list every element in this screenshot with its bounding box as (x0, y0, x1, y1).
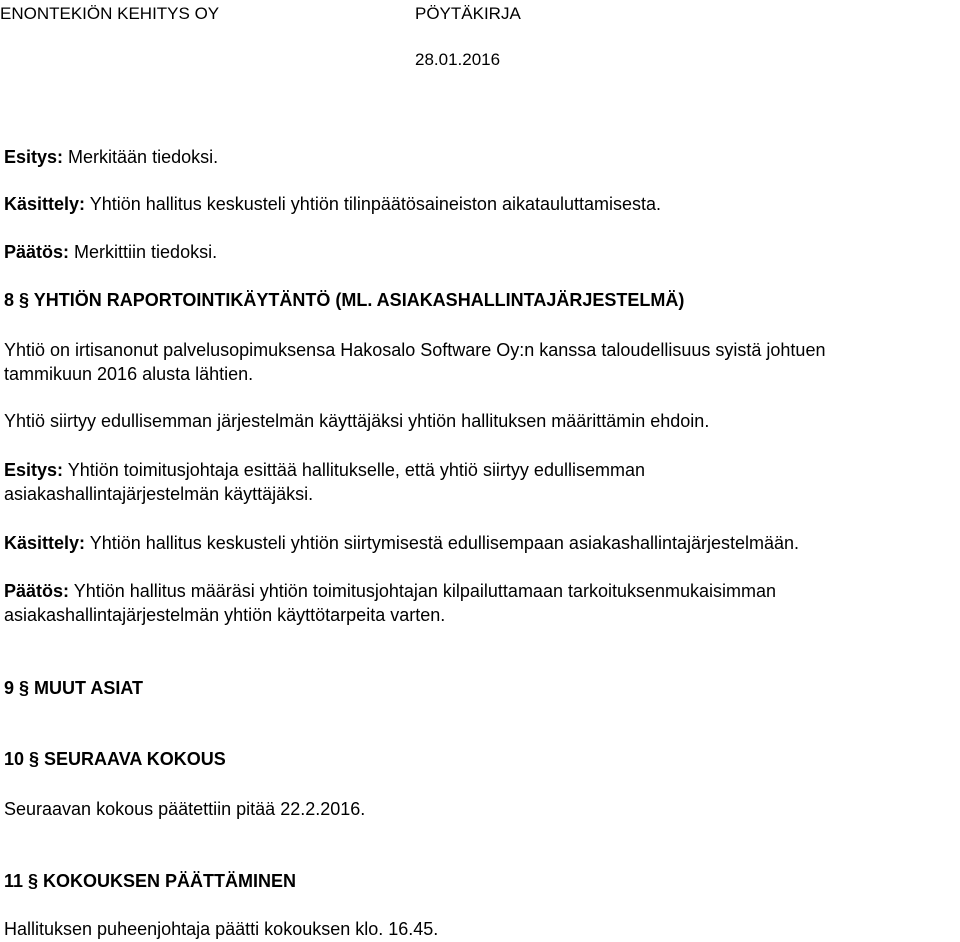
s9-heading: 9 § MUUT ASIAT (4, 678, 144, 698)
s8-heading: 8 § YHTIÖN RAPORTOINTIKÄYTÄNTÖ (ML. ASIAKASHALLINTAJÄRJESTELMÄ) (4, 290, 685, 310)
kasittely-label: Käsittely: (4, 194, 86, 214)
s8-para1-line2: tammikuun 2016 alusta lähtien. (4, 364, 254, 384)
s8-esitys-line2: asiakashallintajärjestelmän käyttäjäksi. (4, 484, 314, 504)
s7-paatos (4, 240, 960, 264)
s10-heading: 10 § SEURAAVA KOKOUS (4, 749, 226, 769)
s11-heading: 11 § KOKOUKSEN PÄÄTTÄMINEN (4, 871, 297, 891)
s8-para1-line1: Yhtiö on irtisanonut palvelusopimuksensa Hakosalo Software Oy:n kanssa taloudellisuus syistä johtuen (4, 340, 826, 360)
document-date: 28.01.2016 (415, 50, 501, 69)
s7-esitys (4, 145, 960, 169)
s8-kasittely (4, 531, 960, 555)
company-name: ENONTEKIÖN KEHITYS OY (0, 4, 220, 23)
esitys-label: Esitys: (4, 460, 64, 480)
esitys-label: Esitys: (4, 147, 64, 167)
esitys-text: Yhtiön toimitusjohtaja esittää hallitukselle, että yhtiö siirtyy edullisemman (63, 460, 645, 480)
s8-para2: Yhtiö siirtyy edullisemman järjestelmän käyttäjäksi yhtiön hallituksen määrittämin ehdoin. (4, 411, 710, 431)
s11-text: Hallituksen puheenjohtaja päätti kokouksen klo. 16.45. (4, 919, 439, 939)
s7-kasittely (4, 192, 960, 216)
kasittely-text: Yhtiön hallitus keskusteli yhtiön tilinpäätösaineiston aikatauluttamisesta. (85, 194, 662, 214)
document-type: PÖYTÄKIRJA (415, 4, 521, 23)
paatos-text: Yhtiön hallitus määräsi yhtiön toimitusjohtajan kilpailuttamaan tarkoituksenmukaisimman (69, 581, 777, 601)
kasittely-text: Yhtiön hallitus keskusteli yhtiön siirtymisestä edullisempaan asiakashallintajärjestelmään. (85, 533, 800, 553)
kasittely-label: Käsittely: (4, 533, 86, 553)
paatos-text: Merkittiin tiedoksi. (69, 242, 218, 262)
paatos-label: Päätös: (4, 242, 70, 262)
s10-text: Seuraavan kokous päätettiin pitää 22.2.2016. (4, 799, 366, 819)
s8-paatos-line2: asiakashallintajärjestelmän yhtiön käyttötarpeita varten. (4, 605, 446, 625)
esitys-text: Merkitään tiedoksi. (63, 147, 219, 167)
s8-paatos-line1 (4, 579, 960, 603)
paatos-label: Päätös: (4, 581, 70, 601)
s8-esitys-line1 (4, 458, 960, 482)
